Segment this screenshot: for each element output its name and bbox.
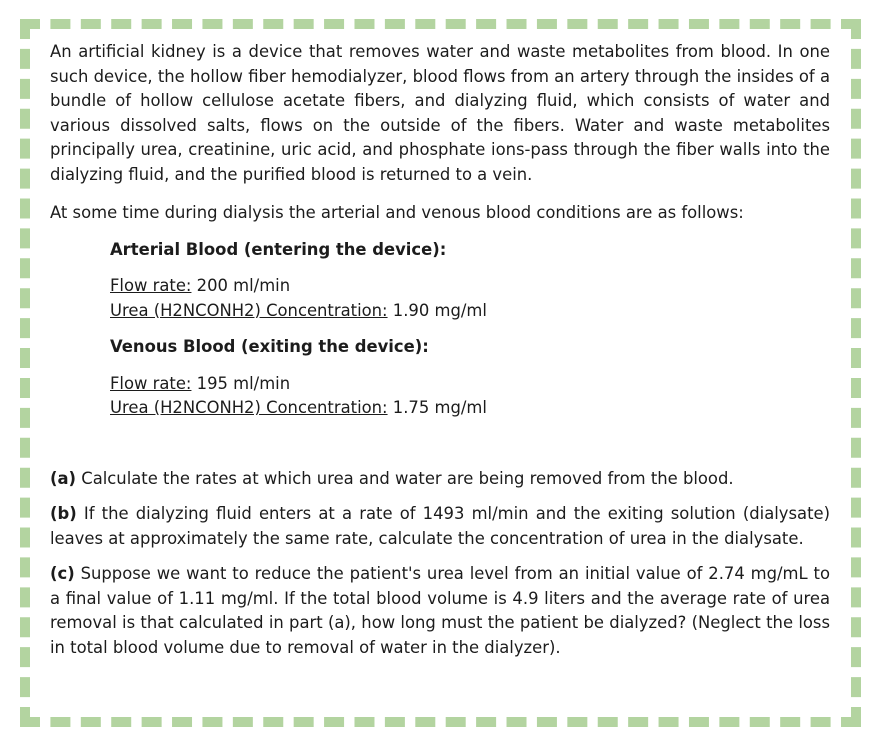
arterial-urea-label: Urea (H2NCONH2) Concentration: — [110, 300, 388, 320]
arterial-urea-row — [110, 299, 830, 324]
venous-flow-row — [110, 372, 830, 397]
venous-flow-value: 195 ml/min — [191, 373, 291, 393]
arterial-urea-value: 1.90 mg/ml — [387, 300, 487, 320]
venous-urea-value: 1.75 mg/ml — [387, 398, 487, 417]
arterial-flow-row — [110, 274, 830, 299]
question-a-label: (a) — [50, 468, 77, 488]
question-c — [50, 562, 830, 660]
question-c-text: Suppose we want to reduce the patient's urea level from an initial value of 2.74 mg/mL to a final value of 1.11 mg/ml. If the total blood volume is 4.9 liters and the average rate of urea removal is that calculated in part (a), how long must the patient be dialyzed? (Neglect the loss in total blood volume due to removal of water in the dialyzer). — [50, 564, 830, 657]
intro-paragraph: An artificial kidney is a device that removes water and waste metabolites from blood. In one such device, the hollow fiber hemodialyzer, blood flows from an artery through the insides of a bundle of hollow cellulose acetate fibers, and dialyzing fluid, which consists of water and various dissolved salts, flows on the outside of the fibers. Water and waste metabolites principally urea, creatinine, uric acid, and phosphate ions-pass through the fiber walls into the dialyzing fluid, and the purified blood is returned to a vein. — [50, 42, 830, 184]
arterial-heading: Arterial Blood (entering the device): — [110, 239, 447, 259]
venous-urea-row — [110, 396, 830, 421]
question-b-label: (b) — [50, 504, 77, 523]
conditions-intro: At some time during dialysis the arterial and venous blood conditions are as follows: — [50, 203, 744, 222]
arterial-flow-value: 200 ml/min — [191, 276, 291, 295]
question-b-text: If the dialyzing fluid enters at a rate of 1493 ml/min and the exiting solution (dialysate) leaves at approximately the same rate, calculate the concentration of urea in the dialysate. — [50, 504, 830, 548]
question-a — [50, 467, 830, 492]
question-c-label: (c) — [50, 564, 75, 583]
venous-heading: Venous Blood (exiting the device): — [110, 337, 429, 356]
venous-flow-label: Flow rate: — [110, 373, 192, 393]
problem-text — [50, 40, 830, 671]
question-a-text: Calculate the rates at which urea and water are being removed from the blood. — [76, 468, 734, 488]
arterial-flow-label: Flow rate: — [110, 276, 192, 295]
question-b — [50, 502, 830, 551]
venous-urea-label: Urea (H2NCONH2) Concentration: — [110, 398, 388, 417]
